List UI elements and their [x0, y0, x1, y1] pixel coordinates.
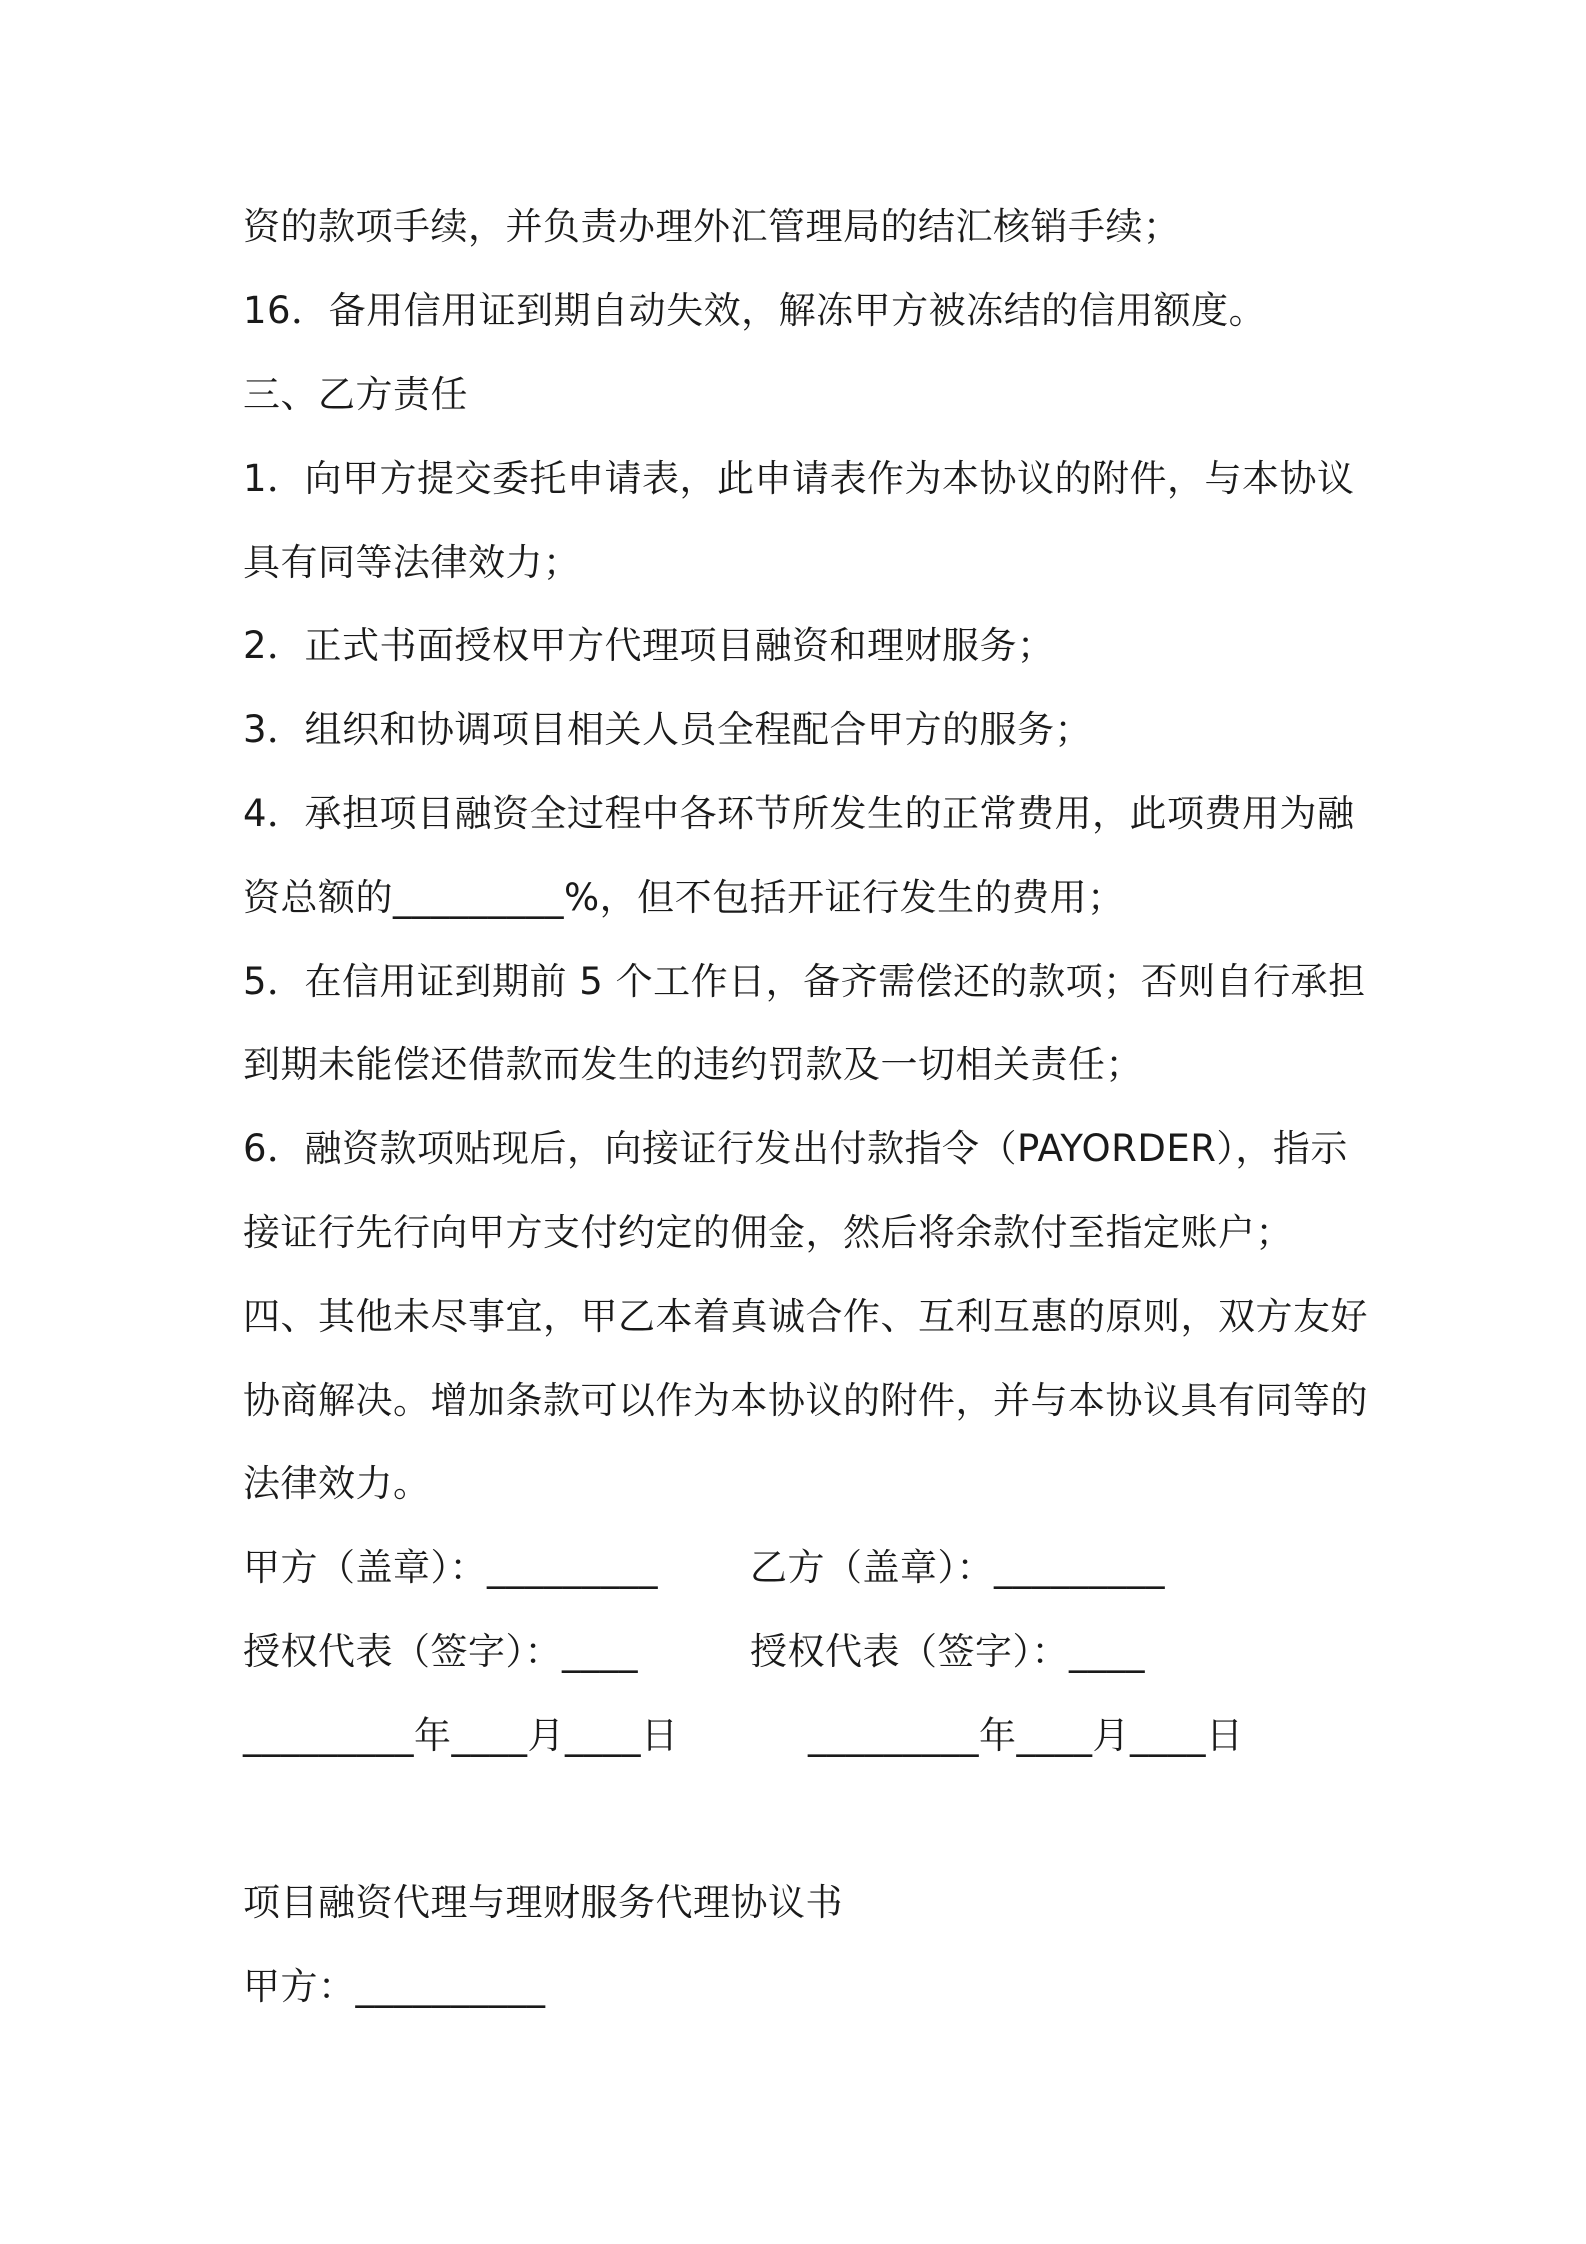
- text-line: 接证行先行向甲方支付约定的佣金，然后将余款付至指定账户；: [243, 1211, 1293, 1254]
- next-section-title: 项目融资代理与理财服务代理协议书: [243, 1881, 843, 1924]
- text-line: 具有同等法律效力；: [243, 541, 581, 584]
- text-line: 4．承担项目融资全过程中各环节所发生的正常费用，此项费用为融: [243, 792, 1355, 835]
- text-line: 协商解决。增加条款可以作为本协议的附件，并与本协议具有同等的: [243, 1379, 1368, 1422]
- text-line: 资的款项手续，并负责办理外汇管理局的结汇核销手续；: [243, 205, 1181, 248]
- text-line: 16．备用信用证到期自动失效，解冻甲方被冻结的信用额度。: [243, 289, 1267, 332]
- party-b-seal-field: 乙方（盖章）：_________: [750, 1546, 1165, 1589]
- text-line: 1．向甲方提交委托申请表，此申请表作为本协议的附件，与本协议: [243, 457, 1355, 500]
- section-heading: 三、乙方责任: [243, 373, 468, 416]
- party-a-date-field: _________年____月____日: [243, 1714, 679, 1757]
- party-b-rep-field: 授权代表（签字）：____: [750, 1630, 1145, 1673]
- next-section-party-a: 甲方：__________: [243, 1965, 546, 2008]
- text-line: 2．正式书面授权甲方代理项目融资和理财服务；: [243, 624, 1055, 667]
- text-line: 资总额的_________%，但不包括开证行发生的费用；: [243, 876, 1125, 919]
- party-a-seal-field: 甲方（盖章）：_________: [243, 1546, 658, 1589]
- text-line: 3．组织和协调项目相关人员全程配合甲方的服务；: [243, 708, 1093, 751]
- text-line: 法律效力。: [243, 1462, 431, 1505]
- party-a-rep-field: 授权代表（签字）：____: [243, 1630, 638, 1673]
- text-line: 到期未能偿还借款而发生的违约罚款及一切相关责任；: [243, 1043, 1143, 1086]
- party-b-date-field: _________年____月____日: [808, 1714, 1244, 1757]
- text-line: 5．在信用证到期前 5 个工作日，备齐需偿还的款项；否则自行承担: [243, 960, 1366, 1003]
- text-line: 四、其他未尽事宜，甲乙本着真诚合作、互利互惠的原则，双方友好: [243, 1295, 1368, 1338]
- text-line: 6．融资款项贴现后，向接证行发出付款指令（PAYORDER），指示: [243, 1127, 1348, 1170]
